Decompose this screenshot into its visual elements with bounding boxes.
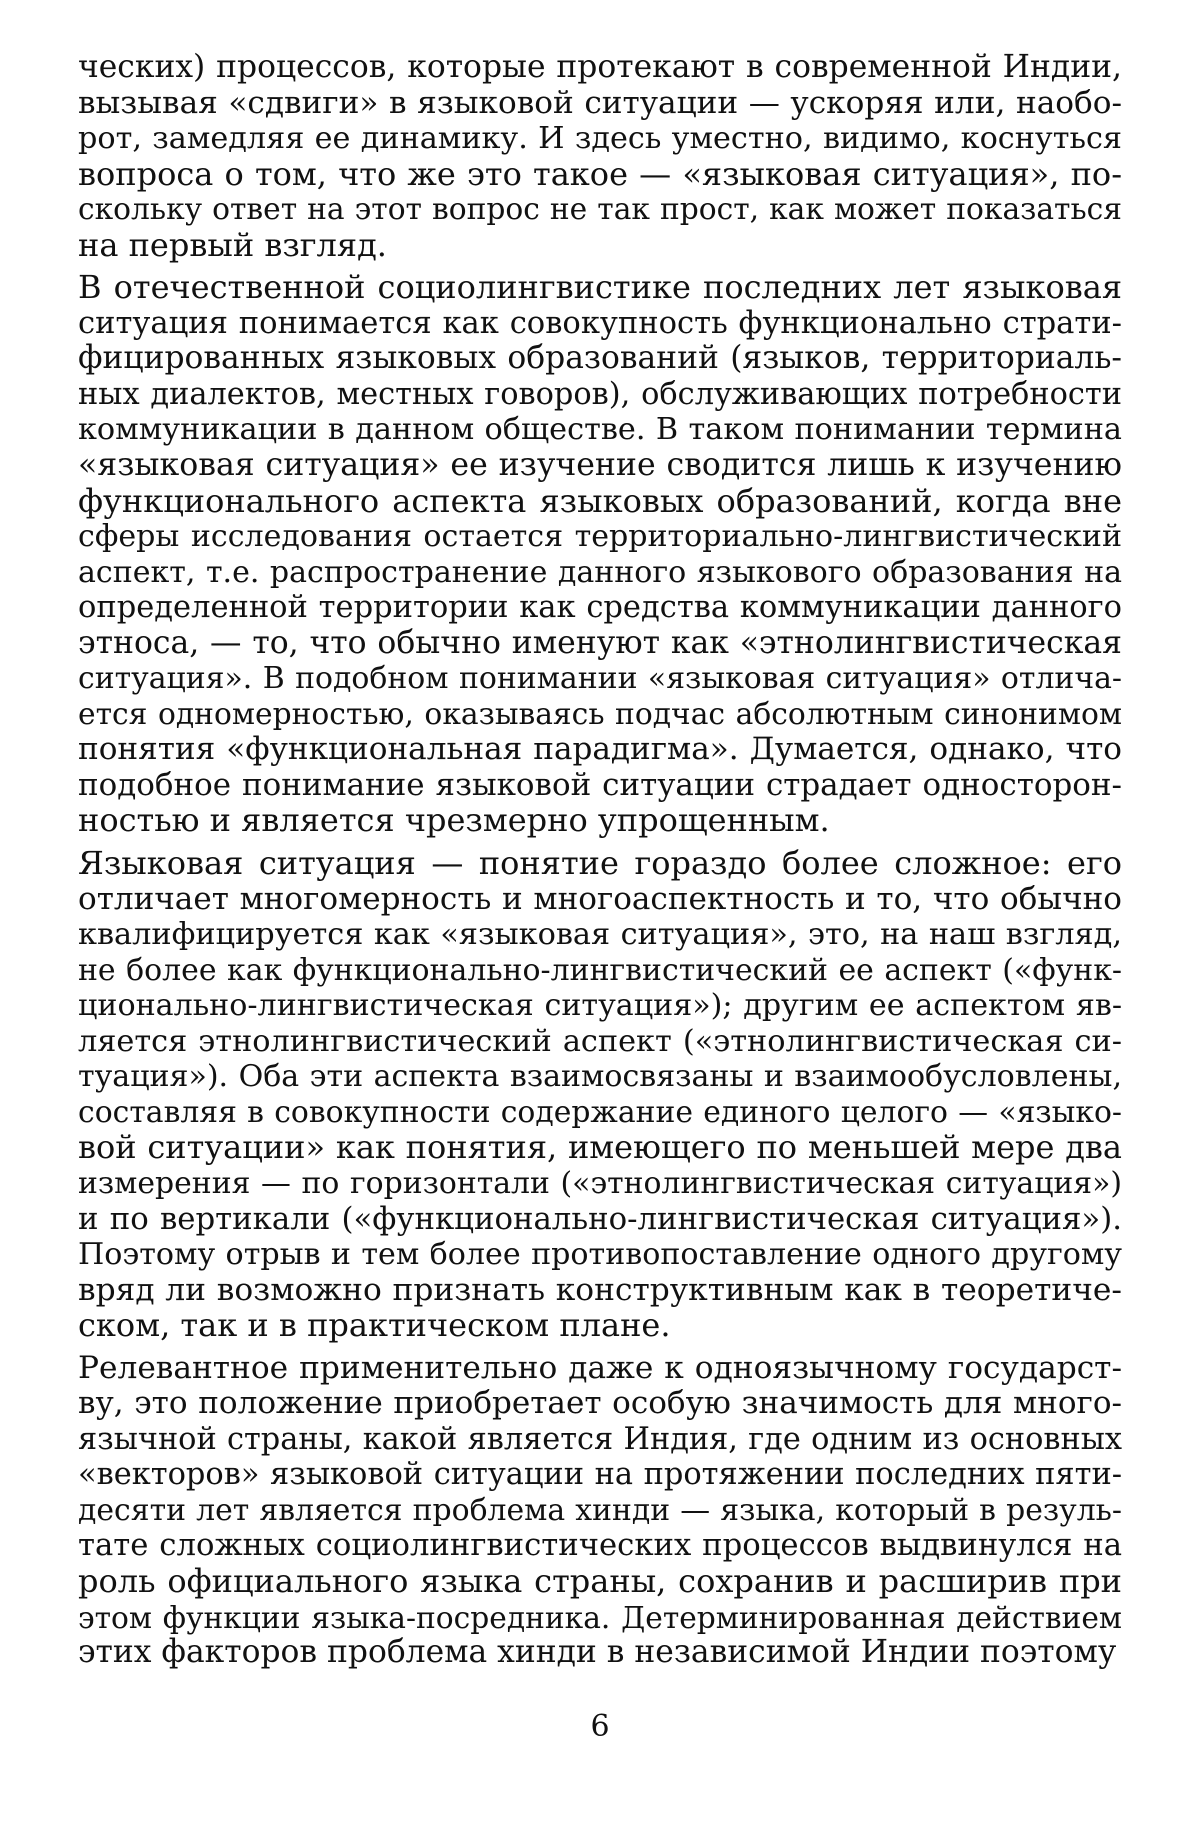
text-line: ческих) процессов, которые протекают в современной Индии, — [78, 49, 1122, 85]
text-line: вопроса о том, что же это такое — «языковая ситуация», по- — [78, 154, 1122, 193]
text-line: определенной территории как средства коммуникации данного — [78, 590, 1122, 626]
text-line: Языковая ситуация — понятие гораздо более сложное: его — [78, 844, 1122, 883]
text-line: сферы исследования остается территориально-лингвистический — [78, 519, 1122, 555]
page-number: 6 — [590, 1709, 610, 1744]
text-line: вызывая «сдвиги» в языковой ситуации — ускоряя или, наобо- — [78, 84, 1122, 121]
text-line: рот, замедляя ее динамику. И здесь уместно, видимо, коснуться — [78, 121, 1122, 157]
text-line: отличает многомерность и многоаспектность и то, что обычно — [78, 880, 1122, 917]
text-line: не более как функционально-лингвистический ее аспект («функ- — [78, 952, 1122, 988]
text-line: ных диалектов, местных говоров), обслуживающих потребности — [78, 376, 1122, 412]
text-line: туация»). Оба эти аспекта взаимосвязаны и взаимообусловлены, — [78, 1059, 1122, 1095]
text-line: ционально-лингвистическая ситуация»); другим ее аспектом яв- — [78, 988, 1122, 1024]
text-line: аспект, т.е. распространение данного языкового образования на — [78, 554, 1122, 590]
text-line: фицированных языковых образований (языков, территориаль- — [78, 340, 1122, 377]
text-line: язычной страны, какой является Индия, где одним из основных — [78, 1421, 1122, 1457]
text-line: измерения — по горизонтали («этнолингвистическая ситуация») — [78, 1165, 1122, 1201]
paragraph — [78, 50, 1122, 263]
text-line: роль официального языка страны, сохранив и расширив при — [78, 1561, 1122, 1600]
text-line: «векторов» языковой ситуации на протяжении последних пяти- — [78, 1457, 1122, 1493]
text-line: понятия «функциональная парадигма». Думается, однако, что — [78, 731, 1122, 768]
paragraph — [78, 1351, 1122, 1671]
text-line: ситуация». В подобном понимании «языковая ситуация» отлича- — [78, 661, 1122, 697]
text-line: ляется этнолингвистический аспект («этнолингвистическая си- — [78, 1023, 1122, 1059]
text-line: ву, это положение приобретает особую значимость для много- — [78, 1385, 1122, 1422]
text-line: этом функции языка-посредника. Детерминированная действием — [78, 1599, 1122, 1635]
text-line: вряд ли возможно признать конструктивным как в теоретиче- — [78, 1271, 1122, 1308]
text-line: ностью и является чрезмерно упрощенным. — [78, 801, 830, 840]
text-line: и по вертикали («функционально-лингвистическая ситуация»). — [78, 1200, 1122, 1237]
text-line: этих факторов проблема хинди в независимой Индии поэтому — [78, 1634, 1117, 1671]
text-line: десяти лет является проблема хинди — языка, который в резуль- — [78, 1492, 1122, 1528]
text-line: тате сложных социолингвистических процессов выдвинулся на — [78, 1528, 1122, 1564]
text-line: Поэтому отрыв и тем более противопоставление одного другому — [78, 1237, 1122, 1273]
text-line: «языковая ситуация» ее изучение сводится лишь к изучению — [78, 447, 1122, 484]
text-line: квалифицируется как «языковая ситуация», это, на наш взгляд, — [78, 917, 1122, 953]
text-line: составляя в совокупности содержание единого целого — «языко- — [78, 1094, 1122, 1130]
text-line: В отечественной социолингвистике последних лет языковая — [78, 268, 1122, 307]
text-line: коммуникации в данном обществе. В таком понимании термина — [78, 412, 1122, 448]
text-line: ситуация понимается как совокупность функционально страти- — [78, 305, 1122, 341]
text-line: Релевантное применительно даже к одноязычному государст- — [78, 1349, 1122, 1386]
body-text — [78, 50, 1122, 1671]
text-line: подобное понимание языковой ситуации страдает односторон- — [78, 766, 1122, 803]
text-line: вой ситуации» как понятия, имеющего по меньшей мере два — [78, 1128, 1122, 1167]
text-line: функционального аспекта языковых образований, когда вне — [78, 481, 1122, 520]
paragraph — [78, 846, 1122, 1344]
text-line: ском, так и в практическом плане. — [78, 1306, 671, 1345]
text-line: ется одномерностью, оказываясь подчас абсолютным синонимом — [78, 696, 1122, 732]
text-line: скольку ответ на этот вопрос не так прост, как может показаться — [78, 192, 1122, 228]
text-line: на первый взгляд. — [78, 225, 387, 264]
text-line: этноса, — то, что обычно именуют как «этнолингвистическая — [78, 624, 1122, 661]
paragraph — [78, 270, 1122, 839]
